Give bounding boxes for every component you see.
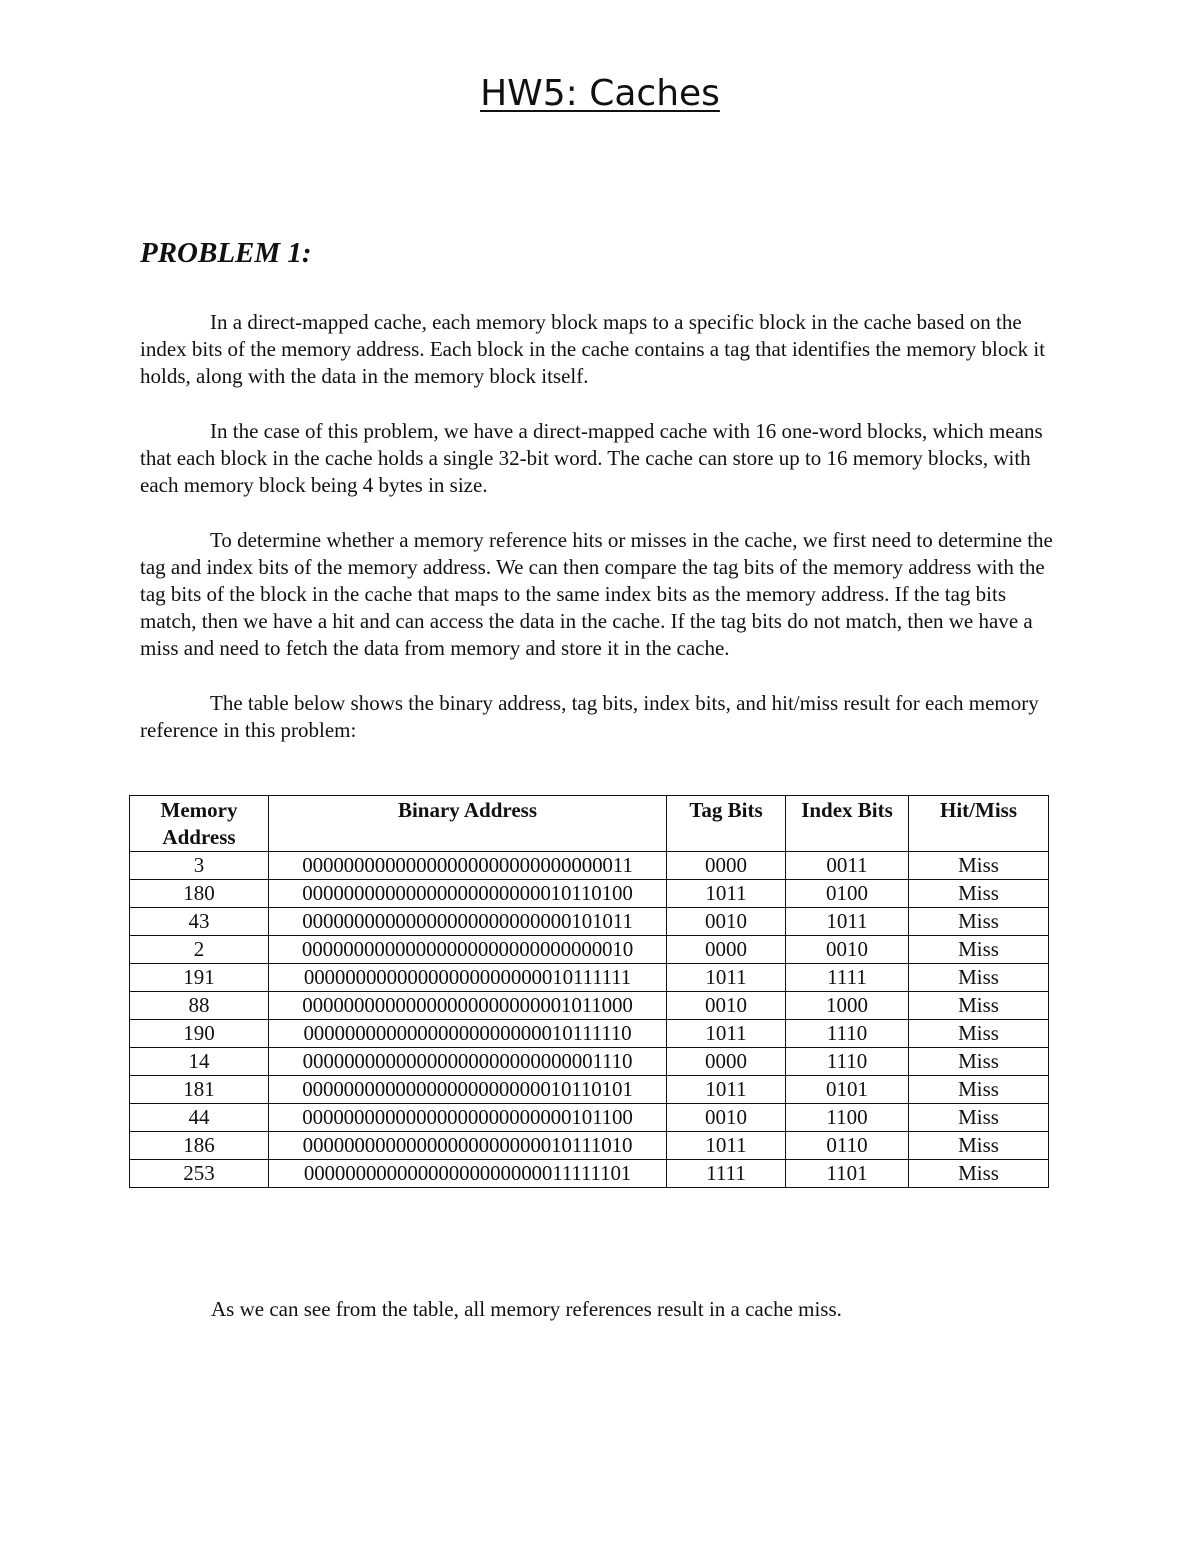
memory-address-cell: 14 [130,1048,269,1076]
tag-bits-cell: 1111 [667,1160,786,1188]
header-tag-bits: Tag Bits [667,796,786,852]
hit-miss-cell: Miss [909,992,1049,1020]
binary-address-cell: 00000000000000000000000000001110 [269,1048,667,1076]
index-bits-cell: 0011 [786,852,909,880]
binary-address-cell: 00000000000000000000000010111111 [269,964,667,992]
page-title: HW5: Caches [480,73,720,114]
memory-address-cell: 2 [130,936,269,964]
index-bits-cell: 1111 [786,964,909,992]
table-row [130,1076,1049,1104]
binary-address-cell: 00000000000000000000000010110101 [269,1076,667,1104]
memory-address-cell: 186 [130,1132,269,1160]
binary-address-cell: 00000000000000000000000010111010 [269,1132,667,1160]
binary-address-cell: 00000000000000000000000010111110 [269,1020,667,1048]
hit-miss-cell: Miss [909,1160,1049,1188]
hit-miss-cell: Miss [909,1104,1049,1132]
tag-bits-cell: 0000 [667,936,786,964]
table-row [130,936,1049,964]
header-memory-address: Memory Address [130,796,269,852]
hit-miss-cell: Miss [909,936,1049,964]
binary-address-cell: 00000000000000000000000010110100 [269,880,667,908]
tag-bits-cell: 1011 [667,1132,786,1160]
hit-miss-cell: Miss [909,908,1049,936]
index-bits-cell: 0010 [786,936,909,964]
memory-address-cell: 191 [130,964,269,992]
binary-address-cell: 00000000000000000000000001011000 [269,992,667,1020]
tag-bits-cell: 1011 [667,880,786,908]
header-hit-miss: Hit/Miss [909,796,1049,852]
index-bits-cell: 1011 [786,908,909,936]
header-index-bits: Index Bits [786,796,909,852]
index-bits-cell: 1101 [786,1160,909,1188]
tag-bits-cell: 0010 [667,908,786,936]
table-row [130,880,1049,908]
tag-bits-cell: 0010 [667,1104,786,1132]
table-row [130,908,1049,936]
memory-address-cell: 180 [130,880,269,908]
index-bits-cell: 0101 [786,1076,909,1104]
index-bits-cell: 0110 [786,1132,909,1160]
cache-reference-table [129,795,1049,1188]
paragraph-table-intro: The table below shows the binary address, tag bits, index bits, and hit/miss result for each memory reference in this problem: [140,690,1039,742]
memory-address-cell: 3 [130,852,269,880]
table-body [130,852,1049,1188]
index-bits-cell: 1000 [786,992,909,1020]
table-row [130,852,1049,880]
memory-address-cell: 190 [130,1020,269,1048]
paragraph-direct-mapped-intro: In a direct-mapped cache, each memory block maps to a specific block in the cache based on the index bits of the memory address. Each block in the cache contains a tag that identifies the memory block it holds, along with the data in the memory block itself. [140,310,1046,389]
problem-body [140,309,1062,771]
tag-bits-cell: 1011 [667,1076,786,1104]
hit-miss-cell: Miss [909,1076,1049,1104]
binary-address-cell: 00000000000000000000000000101011 [269,908,667,936]
binary-address-cell: 00000000000000000000000011111101 [269,1160,667,1188]
hit-miss-cell: Miss [909,1020,1049,1048]
hit-miss-cell: Miss [909,964,1049,992]
index-bits-cell: 1110 [786,1048,909,1076]
memory-address-cell: 44 [130,1104,269,1132]
hit-miss-cell: Miss [909,1132,1049,1160]
hit-miss-cell: Miss [909,1048,1049,1076]
tag-bits-cell: 1011 [667,1020,786,1048]
hit-miss-cell: Miss [909,852,1049,880]
table-row [130,1132,1049,1160]
problem-heading: PROBLEM 1: [140,237,312,269]
table-row [130,992,1049,1020]
binary-address-cell: 00000000000000000000000000101100 [269,1104,667,1132]
tag-bits-cell: 0010 [667,992,786,1020]
table-row [130,1020,1049,1048]
tag-bits-cell: 1011 [667,964,786,992]
table-row [130,964,1049,992]
memory-address-cell: 253 [130,1160,269,1188]
paragraph-cache-configuration: In the case of this problem, we have a direct-mapped cache with 16 one-word blocks, which means that each block in the cache holds a single 32-bit word. The cache can store up to 16 memory blocks, with each memory block being 4 bytes in size. [140,418,1043,498]
hit-miss-cell: Miss [909,880,1049,908]
index-bits-cell: 1110 [786,1020,909,1048]
table-row [130,1048,1049,1076]
memory-address-cell: 88 [130,992,269,1020]
paragraph-hit-miss-method: To determine whether a memory reference hits or misses in the cache, we first need to determine the tag and index bits of the memory address. We can then compare the tag bits of the memory address with the tag bits of the block in the cache that maps to the same index bits as the memory address. If the tag bits match, then we have a hit and can access the data in the cache. If the tag bits do not match, then we have a miss and need to fetch the data from memory and store it in the cache. [140,527,1053,661]
binary-address-cell: 00000000000000000000000000000011 [269,852,667,880]
conclusion-text: As we can see from the table, all memory references result in a cache miss. [211,1297,842,1321]
table-row [130,1160,1049,1188]
index-bits-cell: 0100 [786,880,909,908]
tag-bits-cell: 0000 [667,852,786,880]
memory-address-cell: 43 [130,908,269,936]
index-bits-cell: 1100 [786,1104,909,1132]
table-header-row [130,796,1049,852]
table-row [130,1104,1049,1132]
header-binary-address: Binary Address [269,796,667,852]
tag-bits-cell: 0000 [667,1048,786,1076]
memory-address-cell: 181 [130,1076,269,1104]
binary-address-cell: 00000000000000000000000000000010 [269,936,667,964]
